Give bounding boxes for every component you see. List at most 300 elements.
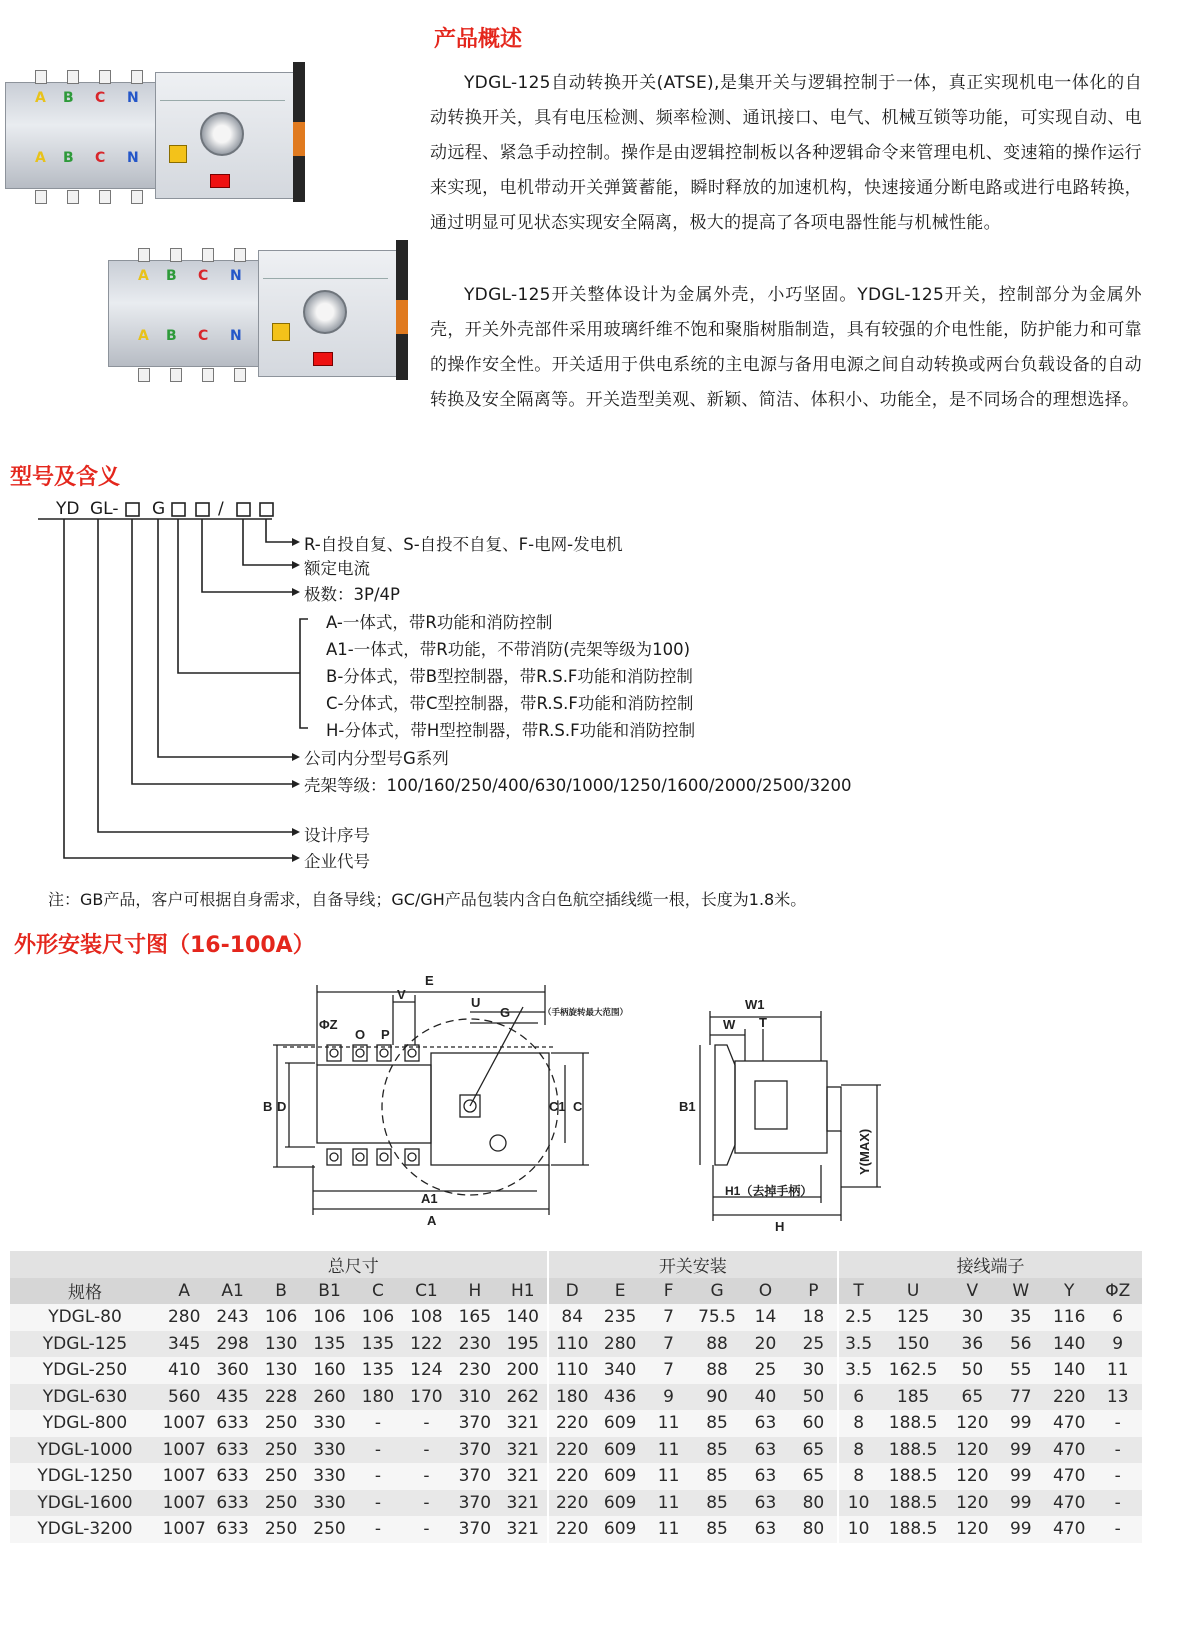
table-cell: 50: [790, 1384, 838, 1411]
legend-item: 企业代号: [304, 852, 370, 871]
table-cell: 321: [499, 1463, 547, 1490]
table-cell: 188.5: [878, 1410, 948, 1437]
lock-icon: [272, 323, 290, 341]
table-cell: -: [354, 1463, 402, 1490]
table-cell: 140: [1045, 1331, 1093, 1358]
dim-label-u: U: [471, 995, 481, 1010]
code-slash: /: [218, 499, 224, 519]
terminal: [234, 368, 246, 382]
table-row: [10, 1463, 1142, 1490]
table-cell: 80: [790, 1490, 838, 1517]
table-cell: 2.5: [838, 1304, 878, 1331]
dimension-drawing: [255, 965, 905, 1240]
table-cell: 609: [596, 1516, 644, 1543]
table-cell: 7: [644, 1331, 692, 1358]
dim-label-v: V: [397, 987, 406, 1002]
table-cell: 170: [402, 1384, 450, 1411]
table-cell: -: [402, 1490, 450, 1517]
dim-label-o: O: [355, 1027, 366, 1042]
table-cell: 250: [305, 1516, 353, 1543]
table-cell: 11: [644, 1437, 692, 1464]
handle-knob: [303, 290, 347, 334]
dim-label-c: C: [573, 1099, 583, 1114]
row-model-cell: YDGL-1600: [10, 1490, 160, 1517]
table-cell: 122: [402, 1331, 450, 1358]
handle-range-label: （手柄旋转最大范围）: [543, 1007, 629, 1017]
indicator-light: [210, 174, 230, 188]
column-header: T: [838, 1278, 878, 1305]
row-model-cell: YDGL-1250: [10, 1463, 160, 1490]
table-cell: 230: [451, 1331, 499, 1358]
overview-paragraph-2: YDGL-125开关整体设计为金属外壳，小巧坚固。YDGL-125开关，控制部分为金属外壳，开关外壳部件采用玻璃纤维不饱和聚脂树脂制造，具有较强的介电性能，防护能力和可靠的操作安全性。开关适用于供电系统的主电源与备用电源之间自动转换或两台负载设备的自动转换及安全隔离等。开关造型美观、新颖、简洁、体积小、功能全，是不同场合的理想选择。: [430, 285, 1142, 410]
legend-item: H-分体式，带H型控制器，带R.S.F功能和消防控制: [326, 721, 696, 740]
table-cell: 85: [693, 1410, 741, 1437]
table-cell: -: [1093, 1437, 1142, 1464]
table-cell: 120: [948, 1490, 996, 1517]
table-cell: 321: [499, 1516, 547, 1543]
table-cell: 321: [499, 1490, 547, 1517]
leader-design: [98, 519, 292, 832]
table-cell: 25: [741, 1357, 789, 1384]
leader-poles: [202, 519, 292, 592]
column-header: F: [644, 1278, 692, 1305]
table-cell: 25: [790, 1331, 838, 1358]
table-cell: 188.5: [878, 1490, 948, 1517]
overview-paragraph-1: YDGL-125自动转换开关(ATSE),是集开关与逻辑控制于一体，真正实现机电一体化的自动转换开关，具有电压检测、频率检测、通讯接口、电气、机械互锁等功能，可实现自动、电动远程、紧急手动控制。操作是由逻辑控制板以各种逻辑命令来管理电机、变速箱的操作运行来实现，电机带动开关弹簧蓄能，瞬时释放的加速机构，快速接通分断电路或进行电路转换，通过明显可见状态实现安全隔离，极大的提高了各项电器性能与机械性能。: [430, 73, 1142, 233]
terminal: [99, 70, 111, 84]
table-cell: -: [1093, 1490, 1142, 1517]
table-cell: 470: [1045, 1463, 1093, 1490]
table-cell: -: [354, 1410, 402, 1437]
table-cell: 6: [1093, 1304, 1142, 1331]
phase-label-c: C: [95, 150, 106, 166]
table-cell: 1007: [160, 1437, 208, 1464]
table-cell: 633: [208, 1516, 256, 1543]
code-box: [260, 503, 273, 516]
row-model-cell: YDGL-1000: [10, 1437, 160, 1464]
table-cell: 250: [257, 1463, 305, 1490]
side-body: [735, 1061, 827, 1153]
table-cell: 40: [741, 1384, 789, 1411]
table-cell: 65: [948, 1384, 996, 1411]
table-cell: 85: [693, 1490, 741, 1517]
table-cell: 35: [997, 1304, 1045, 1331]
phase-label-b: B: [166, 328, 177, 344]
legend-item: A-一体式，带R功能和消防控制: [326, 613, 553, 632]
row-model-cell: YDGL-800: [10, 1410, 160, 1437]
table-cell: -: [402, 1410, 450, 1437]
phase-label-n: N: [127, 90, 139, 106]
group-terminals: 接线端子: [838, 1251, 1142, 1278]
table-cell: 436: [596, 1384, 644, 1411]
column-header: A: [160, 1278, 208, 1305]
table-cell: 85: [693, 1437, 741, 1464]
phase-label-a: A: [138, 268, 149, 284]
table-row: [10, 1516, 1142, 1543]
dim-label-c1: C1: [549, 1099, 566, 1114]
legend-item: A1-一体式，带R功能，不带消防(壳架等级为100): [326, 640, 691, 659]
table-cell: 150: [878, 1331, 948, 1358]
model-heading: 型号及含义: [10, 465, 121, 490]
table-cell: 280: [160, 1304, 208, 1331]
table-cell: 370: [451, 1516, 499, 1543]
phase-label-a: A: [35, 150, 46, 166]
group-overall: 总尺寸: [160, 1251, 548, 1278]
arrow-icon: [292, 780, 300, 788]
side-handle-plate: [715, 1045, 735, 1165]
phase-label-n: N: [127, 150, 139, 166]
table-cell: 99: [997, 1410, 1045, 1437]
table-cell: 125: [878, 1304, 948, 1331]
table-cell: 30: [790, 1357, 838, 1384]
column-header: H: [451, 1278, 499, 1305]
indicator-light: [313, 352, 333, 366]
table-cell: 99: [997, 1516, 1045, 1543]
table-cell: 8: [838, 1437, 878, 1464]
table-cell: 235: [596, 1304, 644, 1331]
table-group-header-row: [10, 1251, 1142, 1278]
table-cell: 56: [997, 1331, 1045, 1358]
table-cell: 84: [548, 1304, 596, 1331]
table-cell: 1007: [160, 1490, 208, 1517]
arrow-icon: [292, 854, 300, 862]
table-cell: 120: [948, 1516, 996, 1543]
dim-label-a: A: [427, 1213, 437, 1228]
table-cell: 14: [741, 1304, 789, 1331]
table-body: [10, 1304, 1142, 1543]
table-cell: 633: [208, 1490, 256, 1517]
table-cell: 90: [693, 1384, 741, 1411]
handle-hole: [490, 1135, 506, 1151]
table-cell: 340: [596, 1357, 644, 1384]
table-cell: 410: [160, 1357, 208, 1384]
dimensions-heading: 外形安装尺寸图（16-100A）: [14, 933, 315, 958]
table-cell: -: [1093, 1516, 1142, 1543]
phase-label-n: N: [230, 268, 242, 284]
table-cell: 185: [878, 1384, 948, 1411]
table-cell: 1007: [160, 1463, 208, 1490]
column-header: E: [596, 1278, 644, 1305]
table-cell: 230: [451, 1357, 499, 1384]
side-orange-part: [396, 300, 408, 334]
table-cell: 60: [790, 1410, 838, 1437]
column-header: 规格: [10, 1278, 160, 1305]
dim-label-g: G: [500, 1005, 511, 1020]
table-cell: 106: [257, 1304, 305, 1331]
arrow-icon: [292, 538, 300, 546]
table-cell: -: [354, 1516, 402, 1543]
legend-item: 公司内分型号G系列: [304, 749, 449, 768]
table-cell: 63: [741, 1463, 789, 1490]
dim-label-w: W: [723, 1017, 736, 1032]
arrow-icon: [292, 588, 300, 596]
table-cell: 11: [1093, 1357, 1142, 1384]
table-cell: 140: [1045, 1357, 1093, 1384]
table-cell: 11: [644, 1516, 692, 1543]
terminal: [131, 190, 143, 204]
legend-item: 壳架等级：100/160/250/400/630/1000/1250/1600/2000/2500/3200: [304, 776, 852, 795]
product-photo-1: [5, 62, 305, 212]
lock-icon: [169, 145, 187, 163]
table-cell: 11: [644, 1410, 692, 1437]
column-header: B1: [305, 1278, 353, 1305]
table-cell: 130: [257, 1331, 305, 1358]
table-cell: 77: [997, 1384, 1045, 1411]
table-cell: 180: [548, 1384, 596, 1411]
model-note: 注：GB产品，客户可根据自身需求，自备导线；GC/GH产品包装内含白色航空插线缆一根，长度为1.8米。: [48, 890, 807, 909]
phase-label-c: C: [95, 90, 106, 106]
table-cell: 370: [451, 1410, 499, 1437]
side-window: [755, 1081, 787, 1129]
table-cell: 330: [305, 1490, 353, 1517]
column-header: O: [741, 1278, 789, 1305]
side-orange-part: [293, 122, 305, 156]
table-cell: 85: [693, 1516, 741, 1543]
table-cell: 88: [693, 1331, 741, 1358]
side-connector: [827, 1087, 841, 1131]
table-cell: 250: [257, 1516, 305, 1543]
table-cell: 470: [1045, 1516, 1093, 1543]
code-box: [172, 503, 185, 516]
table-cell: 7: [644, 1357, 692, 1384]
table-cell: 609: [596, 1437, 644, 1464]
terminal: [99, 190, 111, 204]
phase-label-a: A: [35, 90, 46, 106]
table-cell: 85: [693, 1463, 741, 1490]
terminal: [170, 368, 182, 382]
table-cell: 228: [257, 1384, 305, 1411]
table-cell: 262: [499, 1384, 547, 1411]
table-cell: 63: [741, 1437, 789, 1464]
column-header: C1: [402, 1278, 450, 1305]
table-cell: 280: [596, 1331, 644, 1358]
table-cell: 36: [948, 1331, 996, 1358]
terminal: [138, 368, 150, 382]
table-cell: 370: [451, 1463, 499, 1490]
table-cell: 120: [948, 1410, 996, 1437]
dim-label-h: H: [775, 1219, 785, 1234]
table-cell: 63: [741, 1516, 789, 1543]
table-cell: 116: [1045, 1304, 1093, 1331]
type-bracket: [300, 619, 308, 728]
table-cell: 20: [741, 1331, 789, 1358]
table-cell: 130: [257, 1357, 305, 1384]
phase-label-c: C: [198, 328, 209, 344]
table-cell: 30: [948, 1304, 996, 1331]
table-cell: 11: [644, 1490, 692, 1517]
table-cell: 75.5: [693, 1304, 741, 1331]
table-cell: 6: [838, 1384, 878, 1411]
table-cell: 18: [790, 1304, 838, 1331]
table-cell: -: [402, 1437, 450, 1464]
table-cell: 162.5: [878, 1357, 948, 1384]
column-header: P: [790, 1278, 838, 1305]
table-column-header-row: [10, 1278, 1142, 1305]
table-cell: 10: [838, 1490, 878, 1517]
table-cell: 609: [596, 1410, 644, 1437]
phase-label-c: C: [198, 268, 209, 284]
table-cell: -: [402, 1516, 450, 1543]
column-header: B: [257, 1278, 305, 1305]
table-cell: 7: [644, 1304, 692, 1331]
code-box: [196, 503, 209, 516]
table-cell: 13: [1093, 1384, 1142, 1411]
phase-label-b: B: [166, 268, 177, 284]
table-cell: 135: [354, 1357, 402, 1384]
row-model-cell: YDGL-250: [10, 1357, 160, 1384]
code-box: [237, 503, 250, 516]
table-cell: 65: [790, 1437, 838, 1464]
legend-item: R-自投自复、S-自投不自复、F-电网-发电机: [304, 535, 623, 554]
table-cell: 63: [741, 1410, 789, 1437]
nameplate: [263, 256, 388, 279]
table-cell: 106: [354, 1304, 402, 1331]
legend-item: C-分体式，带C型控制器，带R.S.F功能和消防控制: [326, 694, 694, 713]
group-install: 开关安装: [548, 1251, 839, 1278]
table-cell: 200: [499, 1357, 547, 1384]
row-model-cell: YDGL-630: [10, 1384, 160, 1411]
table-cell: 310: [451, 1384, 499, 1411]
code-gl: GL-: [90, 499, 119, 519]
dim-label-b1: B1: [679, 1099, 696, 1114]
table-cell: 140: [499, 1304, 547, 1331]
table-cell: 9: [1093, 1331, 1142, 1358]
dim-label-b: B: [263, 1099, 273, 1114]
legend-item: 额定电流: [304, 559, 370, 578]
code-box: [126, 503, 139, 516]
table-cell: -: [1093, 1410, 1142, 1437]
table-cell: 8: [838, 1463, 878, 1490]
leader-r: [266, 519, 292, 542]
terminal: [35, 70, 47, 84]
column-header: D: [548, 1278, 596, 1305]
table-cell: -: [354, 1437, 402, 1464]
table-cell: 188.5: [878, 1463, 948, 1490]
row-model-cell: YDGL-125: [10, 1331, 160, 1358]
handle-knob: [200, 112, 244, 156]
dim-label-a1: A1: [421, 1191, 438, 1206]
dim-label-h1: H1（去掉手柄）: [725, 1184, 813, 1198]
terminal: [67, 70, 79, 84]
table-cell: 106: [305, 1304, 353, 1331]
legend-item: 设计序号: [304, 826, 370, 845]
table-cell: 633: [208, 1410, 256, 1437]
table-cell: 560: [160, 1384, 208, 1411]
table-cell: -: [402, 1463, 450, 1490]
table-cell: 298: [208, 1331, 256, 1358]
table-cell: 110: [548, 1331, 596, 1358]
dim-label-phi-z: ΦZ: [319, 1017, 338, 1032]
table-row: [10, 1304, 1142, 1331]
terminal: [131, 70, 143, 84]
table-cell: 220: [548, 1463, 596, 1490]
table-cell: 345: [160, 1331, 208, 1358]
spec-table: [10, 1251, 1142, 1543]
table-row: [10, 1384, 1142, 1411]
column-header: ΦZ: [1093, 1278, 1142, 1305]
table-cell: 120: [948, 1437, 996, 1464]
table-cell: 470: [1045, 1410, 1093, 1437]
phase-label-b: B: [63, 150, 74, 166]
table-cell: 609: [596, 1490, 644, 1517]
table-cell: 63: [741, 1490, 789, 1517]
code-g: G: [152, 499, 166, 519]
table-cell: 135: [354, 1331, 402, 1358]
table-cell: 360: [208, 1357, 256, 1384]
terminal: [202, 368, 214, 382]
table-cell: 633: [208, 1463, 256, 1490]
column-header: U: [878, 1278, 948, 1305]
nameplate: [160, 78, 285, 101]
table-cell: 370: [451, 1437, 499, 1464]
table-cell: 99: [997, 1490, 1045, 1517]
arrow-icon: [292, 753, 300, 761]
table-cell: 8: [838, 1410, 878, 1437]
table-cell: 135: [305, 1331, 353, 1358]
terminal: [202, 248, 214, 262]
dim-label-w1: W1: [745, 997, 765, 1012]
table-cell: 321: [499, 1410, 547, 1437]
table-cell: 330: [305, 1410, 353, 1437]
terminal: [234, 248, 246, 262]
table-cell: 80: [790, 1516, 838, 1543]
table-cell: 470: [1045, 1437, 1093, 1464]
column-header: V: [948, 1278, 996, 1305]
code-yd: YD: [56, 499, 80, 519]
column-header: A1: [208, 1278, 256, 1305]
table-cell: 609: [596, 1463, 644, 1490]
table-cell: 188.5: [878, 1516, 948, 1543]
column-header: Y: [1045, 1278, 1093, 1305]
table-cell: 11: [644, 1463, 692, 1490]
table-cell: 160: [305, 1357, 353, 1384]
table-cell: 120: [948, 1463, 996, 1490]
terminal: [138, 248, 150, 262]
table-row: [10, 1410, 1142, 1437]
table-cell: 1007: [160, 1410, 208, 1437]
dim-label-y-max: Y(MAX): [857, 1128, 872, 1175]
arrow-icon: [292, 828, 300, 836]
front-switch-body: [317, 1065, 431, 1143]
table-cell: 188.5: [878, 1437, 948, 1464]
table-row: [10, 1357, 1142, 1384]
table-cell: 88: [693, 1357, 741, 1384]
overview-heading: 产品概述: [434, 27, 523, 52]
table-cell: 108: [402, 1304, 450, 1331]
table-cell: 250: [257, 1437, 305, 1464]
table-cell: 110: [548, 1357, 596, 1384]
table-cell: 3.5: [838, 1331, 878, 1358]
row-model-cell: YDGL-80: [10, 1304, 160, 1331]
table-cell: 165: [451, 1304, 499, 1331]
handle-line: [470, 1007, 523, 1106]
leader-frame: [132, 519, 292, 784]
table-cell: -: [1093, 1463, 1142, 1490]
product-photo-2: [108, 240, 408, 390]
dim-label-e: E: [425, 973, 434, 988]
table-cell: 99: [997, 1463, 1045, 1490]
table-cell: 124: [402, 1357, 450, 1384]
column-header: H1: [499, 1278, 547, 1305]
row-model-cell: YDGL-3200: [10, 1516, 160, 1543]
table-cell: 3.5: [838, 1357, 878, 1384]
table-cell: 220: [548, 1410, 596, 1437]
table-cell: 99: [997, 1437, 1045, 1464]
phase-label-b: B: [63, 90, 74, 106]
phase-label-a: A: [138, 328, 149, 344]
table-cell: 250: [257, 1490, 305, 1517]
table-cell: 330: [305, 1463, 353, 1490]
